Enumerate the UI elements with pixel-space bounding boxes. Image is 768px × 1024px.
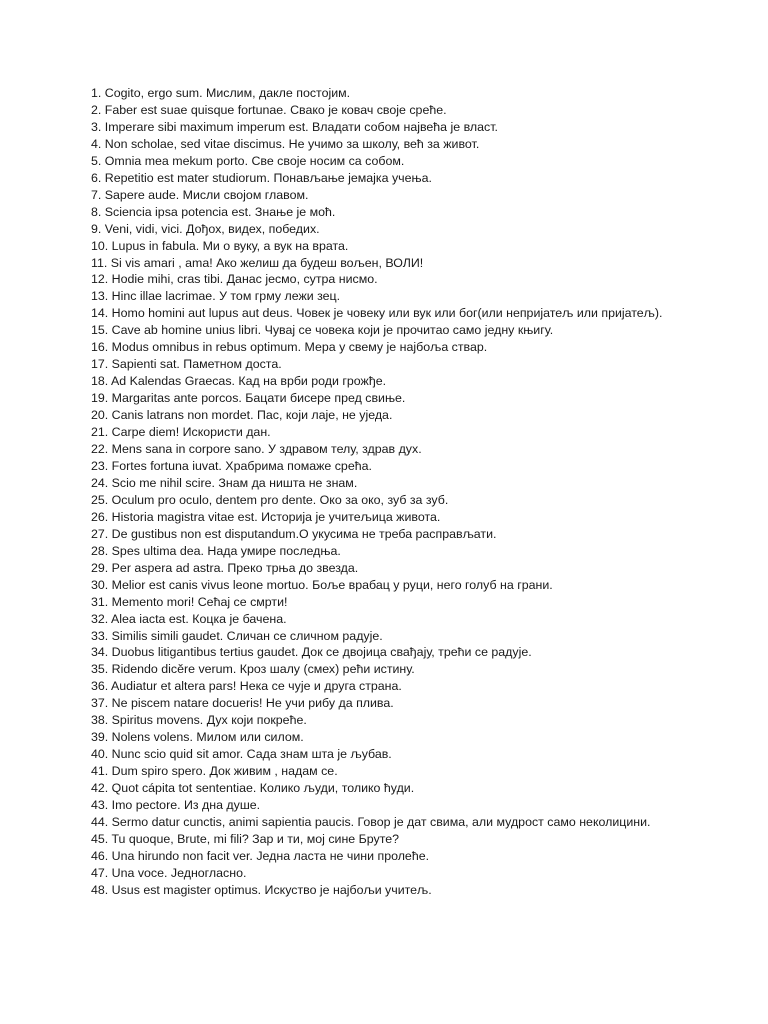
- proverb-item: 10. Lupus in fabula. Ми о вуку, а вук на врата.: [91, 238, 349, 253]
- proverb-item: 3. Imperare sibi maximum imperum est. Владати собом највећа је власт.: [91, 119, 498, 134]
- proverb-item: 27. De gustibus non est disputandum.О укусима не треба расправљати.: [91, 526, 497, 541]
- proverb-item: 16. Modus omnibus in rebus optimum. Мера у свему је најбоља ствар.: [91, 340, 488, 355]
- proverb-item: 1. Cogito, ergo sum. Мислим, дакле постојим.: [91, 86, 351, 100]
- proverb-item: 48. Usus est magister optimus. Искуство је најбољи учитељ.: [91, 882, 432, 897]
- proverb-item: 15. Cave ab homine unius libri. Чувај се човека који је прочитао само једну књигу.: [91, 323, 554, 338]
- proverb-item: 19. Margaritas ante porcos. Бацати бисере пред свиње.: [91, 391, 406, 406]
- proverb-item: 18. Ad Kalendas Graecas. Кад на врби роди грожђе.: [91, 374, 387, 389]
- proverb-item: 9. Veni, vidi, vici. Дођох, видех, победих.: [91, 221, 320, 236]
- proverb-item: 14. Homo homini aut lupus aut deus. Човек је човеку или вук или бог(или непријатељ или пријатељ).: [91, 306, 663, 321]
- proverb-item: 11. Si vis amari , ama! Ако желиш да будеш вољен, ВОЛИ!: [91, 255, 424, 270]
- proverb-item: 28. Spes ultima dea. Нада умире последња.: [91, 543, 341, 558]
- proverb-item: 21. Carpe diem! Искористи дан.: [91, 425, 271, 440]
- proverb-list: [91, 85, 691, 899]
- proverb-item: 8. Sciencia ipsa potencia est. Знање је моћ.: [91, 204, 336, 219]
- proverb-item: 42. Quot cápita tot sententiae. Колико људи, толико ћуди.: [91, 781, 415, 796]
- proverb-item: 12. Hodie mihi, cras tibi. Данас јесмо, сутра нисмо.: [91, 272, 378, 287]
- proverb-item: 41. Dum spiro spero. Док живим , надам се.: [91, 764, 338, 779]
- proverb-item: 7. Sapere aude. Мисли својом главом.: [91, 187, 309, 202]
- proverb-item: 4. Non scholae, sed vitae discimus. Не учимо за школу, већ за живот.: [91, 136, 480, 151]
- proverb-item: 17. Sapienti sat. Паметном доста.: [91, 357, 282, 372]
- proverb-item: 35. Ridendo dicĕre verum. Кроз шалу (смех) рећи истину.: [91, 662, 415, 677]
- proverb-item: 37. Ne piscem natare docueris! Не учи рибу да плива.: [91, 696, 394, 711]
- proverb-item: 26. Historia magistra vitae est. Историја је учитељица живота.: [91, 509, 441, 524]
- proverb-item: 5. Omnia mea mekum porto. Све своје носим са собом.: [91, 153, 405, 168]
- proverb-item: 20. Canis latrans non mordet. Пас, који лаје, не уједа.: [91, 408, 393, 423]
- proverb-item: 46. Una hirundo non facit ver. Једна ласта не чини пролеће.: [91, 848, 430, 863]
- proverb-item: 44. Sermo datur cunctis, animi sapientia paucis. Говор је дат свима, али мудрост само неколицини.: [91, 814, 651, 829]
- proverb-item: 32. Alea iacta est. Коцка је бачена.: [91, 611, 287, 626]
- proverb-item: 40. Nunc scio quid sit amor. Сада знам шта је љубав.: [91, 747, 392, 762]
- proverb-item: 45. Tu quoque, Brute, mi fili? Зар и ти, мој сине Бруте?: [91, 831, 400, 846]
- proverb-item: 33. Similis simili gaudet. Сличан се сличном радује.: [91, 628, 383, 643]
- proverb-item: 23. Fortes fortuna iuvat. Храбрима помаже срећа.: [91, 458, 372, 473]
- proverb-item: 30. Melior est canis vivus leone mortuo. Боље врабац у руци, него голуб на грани.: [91, 577, 553, 592]
- proverb-item: 29. Per aspera ad astra. Преко трња до звезда.: [91, 560, 359, 575]
- proverb-item: 36. Audiatur et altera pars! Нека се чује и друга страна.: [91, 679, 402, 694]
- proverb-item: 43. Imo pectore. Из дна душе.: [91, 798, 261, 813]
- proverb-item: 34. Duobus litigantibus tertius gaudet. Док се двојица свађају, трећи се радује.: [91, 645, 532, 660]
- proverb-item: 31. Memento mori! Сећај се смрти!: [91, 594, 288, 609]
- proverb-item: 13. Hinc illae lacrimae. У том грму лежи зец.: [91, 289, 341, 304]
- proverb-item: 2. Faber est suae quisque fortunae. Свако је ковач своје среће.: [91, 102, 447, 117]
- proverb-item: 24. Scio me nihil scire. Знам да ништа не знам.: [91, 475, 358, 490]
- proverb-item: 39. Nolens volens. Милом или силом.: [91, 730, 304, 745]
- proverb-item: 47. Una voce. Једногласно.: [91, 865, 247, 880]
- proverb-item: 22. Mens sana in corpore sano. У здравом телу, здрав дух.: [91, 442, 422, 457]
- proverb-item: 38. Spiritus movens. Дух који покреће.: [91, 713, 307, 728]
- proverb-item: 6. Repetitio est mater studiorum. Понављање јемајка учења.: [91, 170, 432, 185]
- proverb-item: 25. Oculum pro oculo, dentem pro dente. Око за око, зуб за зуб.: [91, 492, 449, 507]
